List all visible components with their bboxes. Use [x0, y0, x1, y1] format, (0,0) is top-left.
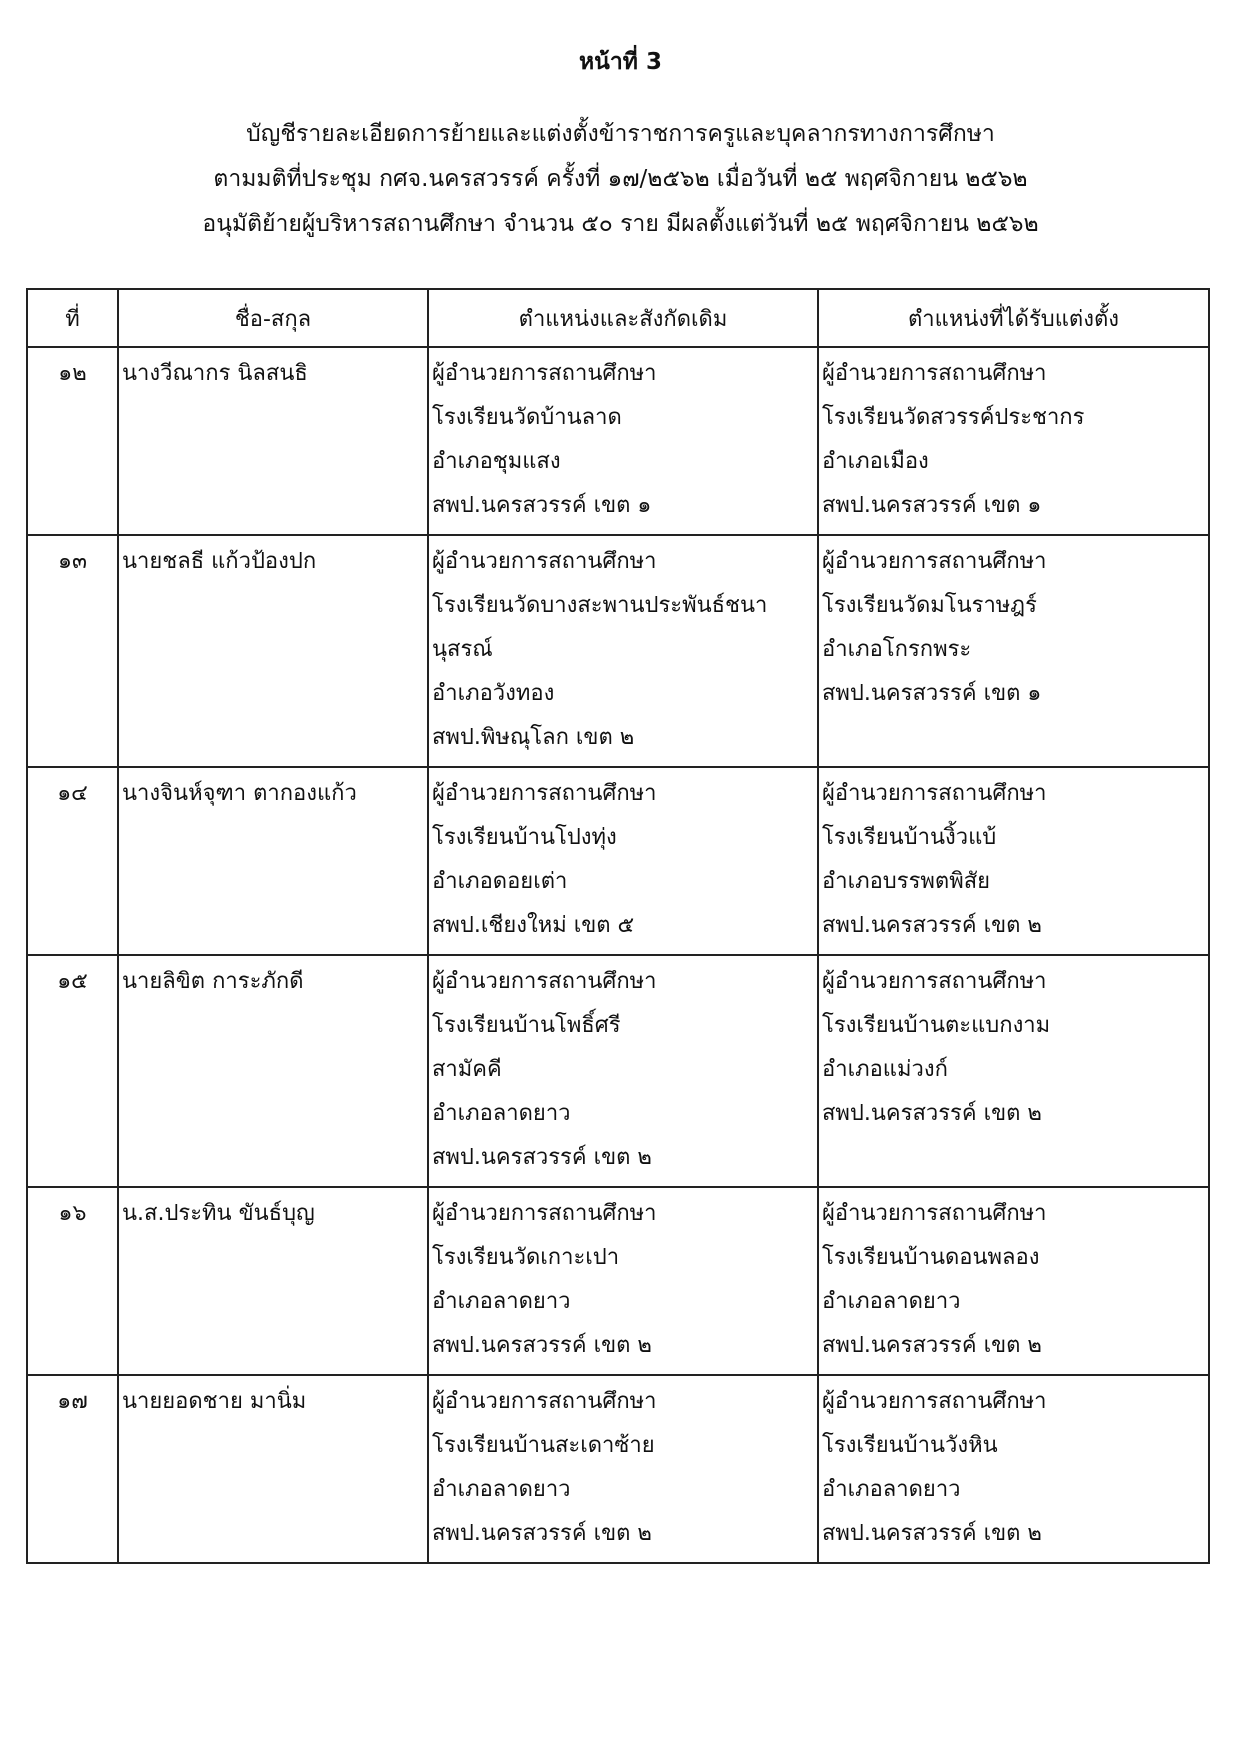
row-number-cell	[27, 1375, 118, 1563]
row-number-cell	[27, 1187, 118, 1375]
old-position-cell	[428, 347, 818, 535]
new-position-line: โรงเรียนวัดสวรรค์ประชากร	[822, 405, 1085, 430]
new-position-line: อำเภอแม่วงก์	[822, 1057, 948, 1082]
row-number-cell	[27, 955, 118, 1187]
new-position-cell	[818, 1187, 1209, 1375]
new-position-line: ผู้อำนวยการสถานศึกษา	[822, 361, 1047, 386]
new-position-line: อำเภอบรรพตพิสัย	[822, 869, 991, 894]
name-cell	[118, 767, 428, 955]
old-position-cell	[428, 955, 818, 1187]
old-position-line: ผู้อำนวยการสถานศึกษา	[432, 969, 657, 994]
old-position-cell	[428, 535, 818, 767]
new-position-line: สพป.นครสวรรค์ เขต ๑	[822, 493, 1042, 518]
old-position-cell	[428, 1187, 818, 1375]
row-number: ๑๗	[57, 1389, 88, 1414]
old-position-line: สพป.นครสวรรค์ เขต ๒	[432, 1521, 652, 1546]
old-position-line: นุสรณ์	[432, 637, 493, 662]
old-position-line: สามัคคี	[432, 1057, 502, 1082]
old-position-line: สพป.นครสวรรค์ เขต ๒	[432, 1333, 652, 1358]
new-position-line: ผู้อำนวยการสถานศึกษา	[822, 969, 1047, 994]
new-position-line: ผู้อำนวยการสถานศึกษา	[822, 781, 1047, 806]
old-position-line: ผู้อำนวยการสถานศึกษา	[432, 549, 657, 574]
new-position-cell	[818, 955, 1209, 1187]
row-number: ๑๕	[57, 969, 88, 994]
old-position-cell	[428, 1375, 818, 1563]
new-position-line: โรงเรียนบ้านตะแบกงาม	[822, 1013, 1051, 1038]
old-position-line: สพป.พิษณุโลก เขต ๒	[432, 725, 635, 750]
new-position-line: ผู้อำนวยการสถานศึกษา	[822, 1389, 1047, 1414]
new-position-line: อำเภอลาดยาว	[822, 1289, 961, 1314]
table-row	[27, 535, 1209, 767]
old-position-line: โรงเรียนบ้านโพธิ์ศรี	[432, 1013, 621, 1038]
table-row	[27, 347, 1209, 535]
person-name: นายลิขิต การะภักดี	[122, 969, 304, 994]
heading-line-1: บัญชีรายละเอียดการย้ายและแต่งตั้งข้าราชการครูและบุคลากรทางการศึกษา	[246, 121, 995, 147]
new-position-cell	[818, 767, 1209, 955]
old-position-line: โรงเรียนวัดเกาะเปา	[432, 1245, 620, 1270]
name-cell	[118, 347, 428, 535]
old-position-line: ผู้อำนวยการสถานศึกษา	[432, 361, 657, 386]
header-no: ที่	[27, 289, 118, 347]
header-new-position: ตำแหน่งที่ได้รับแต่งตั้ง	[818, 289, 1209, 347]
page-number: หน้าที่ 3	[579, 49, 662, 75]
table-body	[27, 347, 1209, 1563]
person-name: นางจินห์จุฑา ตากองแก้ว	[122, 781, 357, 806]
new-position-cell	[818, 347, 1209, 535]
old-position-line: อำเภอลาดยาว	[432, 1477, 571, 1502]
row-number: ๑๔	[57, 781, 88, 806]
row-number: ๑๖	[58, 1201, 87, 1226]
new-position-line: โรงเรียนบ้านดอนพลอง	[822, 1245, 1040, 1270]
old-position-line: อำเภอลาดยาว	[432, 1289, 571, 1314]
new-position-line: อำเภอโกรกพระ	[822, 637, 972, 662]
old-position-line: โรงเรียนบ้านโปงทุ่ง	[432, 825, 617, 850]
name-cell	[118, 535, 428, 767]
new-position-line: อำเภอเมือง	[822, 449, 929, 474]
old-position-line: สพป.นครสวรรค์ เขต ๑	[432, 493, 652, 518]
new-position-line: อำเภอลาดยาว	[822, 1477, 961, 1502]
old-position-line: โรงเรียนวัดบางสะพานประพันธ์ชนา	[432, 593, 768, 618]
document-heading	[0, 112, 1241, 247]
heading-line-2: ตามมติที่ประชุม กศจ.นครสวรรค์ ครั้งที่ ๑๗/๒๕๖๒ เมื่อวันที่ ๒๕ พฤศจิกายน ๒๕๖๒	[213, 166, 1028, 192]
new-position-cell	[818, 535, 1209, 767]
heading-line-3: อนุมัติย้ายผู้บริหารสถานศึกษา จำนวน ๕๐ ราย มีผลตั้งแต่วันที่ ๒๕ พฤศจิกายน ๒๕๖๒	[202, 211, 1039, 237]
new-position-line: สพป.นครสวรรค์ เขต ๑	[822, 681, 1042, 706]
old-position-line: สพป.เชียงใหม่ เขต ๕	[432, 913, 635, 938]
row-number: ๑๒	[58, 361, 87, 386]
transfer-table	[26, 288, 1210, 1564]
old-position-line: โรงเรียนวัดบ้านลาด	[432, 405, 622, 430]
table-row	[27, 767, 1209, 955]
row-number-cell	[27, 347, 118, 535]
old-position-line: อำเภอดอยเต่า	[432, 869, 568, 894]
new-position-line: โรงเรียนบ้านวังหิน	[822, 1433, 998, 1458]
new-position-line: ผู้อำนวยการสถานศึกษา	[822, 1201, 1047, 1226]
table-row	[27, 1375, 1209, 1563]
table-header-row	[27, 289, 1209, 347]
person-name: นางวีณากร นิลสนธิ	[122, 361, 308, 386]
old-position-line: ผู้อำนวยการสถานศึกษา	[432, 1201, 657, 1226]
new-position-line: โรงเรียนวัดมโนราษฎร์	[822, 593, 1037, 618]
new-position-line: สพป.นครสวรรค์ เขต ๒	[822, 1101, 1042, 1126]
new-position-line: สพป.นครสวรรค์ เขต ๒	[822, 913, 1042, 938]
row-number-cell	[27, 535, 118, 767]
name-cell	[118, 955, 428, 1187]
person-name: น.ส.ประทิน ขันธ์บุญ	[122, 1201, 315, 1226]
old-position-line: สพป.นครสวรรค์ เขต ๒	[432, 1145, 652, 1170]
new-position-line: สพป.นครสวรรค์ เขต ๒	[822, 1521, 1042, 1546]
old-position-line: ผู้อำนวยการสถานศึกษา	[432, 1389, 657, 1414]
old-position-line: อำเภอชุมแสง	[432, 449, 561, 474]
new-position-line: สพป.นครสวรรค์ เขต ๒	[822, 1333, 1042, 1358]
row-number-cell	[27, 767, 118, 955]
new-position-cell	[818, 1375, 1209, 1563]
person-name: นายยอดชาย มานิ่ม	[122, 1389, 307, 1414]
old-position-cell	[428, 767, 818, 955]
table-row	[27, 1187, 1209, 1375]
name-cell	[118, 1375, 428, 1563]
old-position-line: โรงเรียนบ้านสะเดาซ้าย	[432, 1433, 655, 1458]
old-position-line: ผู้อำนวยการสถานศึกษา	[432, 781, 657, 806]
old-position-line: อำเภอวังทอง	[432, 681, 555, 706]
new-position-line: ผู้อำนวยการสถานศึกษา	[822, 549, 1047, 574]
person-name: นายชลธี แก้วป้องปก	[122, 549, 317, 574]
row-number: ๑๓	[57, 549, 87, 574]
name-cell	[118, 1187, 428, 1375]
header-old-position: ตำแหน่งและสังกัดเดิม	[428, 289, 818, 347]
header-name: ชื่อ-สกุล	[118, 289, 428, 347]
old-position-line: อำเภอลาดยาว	[432, 1101, 571, 1126]
table-row	[27, 955, 1209, 1187]
new-position-line: โรงเรียนบ้านงิ้วแบ้	[822, 825, 997, 850]
